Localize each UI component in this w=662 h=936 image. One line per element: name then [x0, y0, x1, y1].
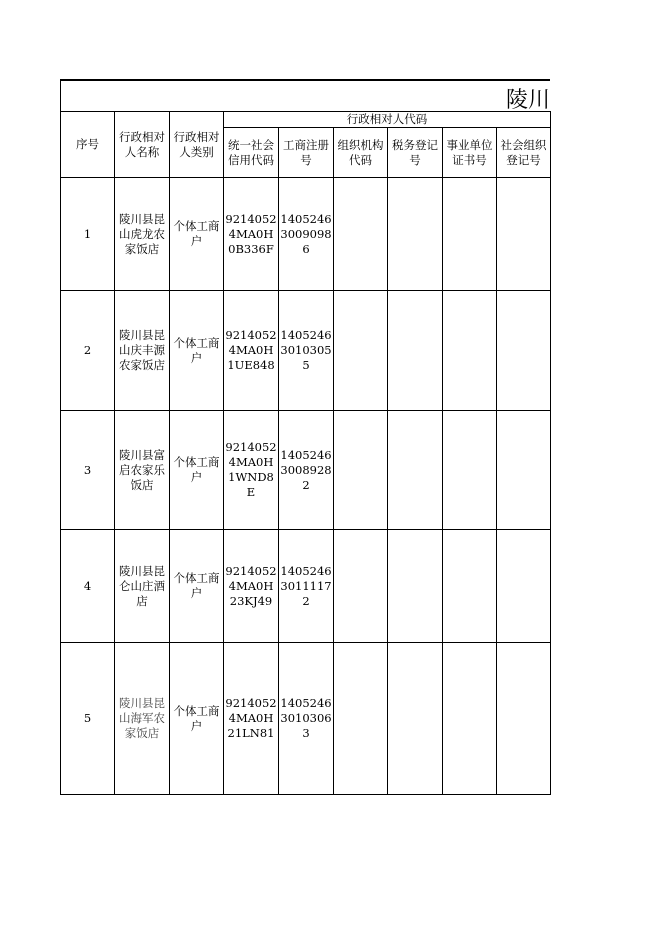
- table-row: [61, 530, 551, 643]
- cell-category: 个体工商户: [170, 291, 224, 411]
- cell-tax-reg: [388, 291, 443, 411]
- cell-seq: 5: [61, 643, 115, 795]
- cell-seq: 1: [61, 178, 115, 291]
- cell-tax-reg: [388, 178, 443, 291]
- cell-seq: 3: [61, 411, 115, 530]
- cell-credit-code: 92140524MA0H0B336F: [224, 178, 279, 291]
- table-row: [61, 178, 551, 291]
- cell-institution-cert: [443, 530, 497, 643]
- header-credit-code: 统一社会信用代码: [224, 128, 279, 178]
- records-table: [60, 111, 551, 795]
- cell-name: 陵川县昆山虎龙农家饭店: [115, 178, 170, 291]
- cell-category: 个体工商户: [170, 178, 224, 291]
- cell-tax-reg: [388, 411, 443, 530]
- cell-org-code: [334, 178, 388, 291]
- cell-name: 陵川县昆山海军农家饭店: [115, 643, 170, 795]
- title-row: [60, 79, 550, 112]
- cell-social-org-reg: [497, 643, 551, 795]
- cell-social-org-reg: [497, 411, 551, 530]
- cell-social-org-reg: [497, 178, 551, 291]
- table-row: [61, 291, 551, 411]
- cell-credit-code: 92140524MA0H1UE848: [224, 291, 279, 411]
- cell-org-code: [334, 643, 388, 795]
- table-row: [61, 643, 551, 795]
- cell-social-org-reg: [497, 291, 551, 411]
- cell-credit-code: 92140524MA0H21LN81: [224, 643, 279, 795]
- cell-seq: 2: [61, 291, 115, 411]
- header-tax-reg: 税务登记号: [388, 128, 443, 178]
- cell-institution-cert: [443, 178, 497, 291]
- cell-org-code: [334, 530, 388, 643]
- cell-institution-cert: [443, 291, 497, 411]
- cell-business-reg: 140524630103055: [279, 291, 334, 411]
- cell-name: 陵川县富启农家乐饭店: [115, 411, 170, 530]
- cell-category: 个体工商户: [170, 643, 224, 795]
- cell-business-reg: 140524630103063: [279, 643, 334, 795]
- header-category: 行政相对人类别: [170, 112, 224, 178]
- cell-business-reg: 140524630111172: [279, 530, 334, 643]
- cell-tax-reg: [388, 643, 443, 795]
- header-org-code: 组织机构代码: [334, 128, 388, 178]
- header-name: 行政相对人名称: [115, 112, 170, 178]
- sheet-title: 陵川: [505, 88, 550, 112]
- cell-business-reg: 140524630089282: [279, 411, 334, 530]
- cell-institution-cert: [443, 411, 497, 530]
- cell-org-code: [334, 291, 388, 411]
- header-code-group: 行政相对人代码: [224, 112, 551, 128]
- header-row-group: [61, 112, 551, 128]
- cell-name: 陵川县昆山庆丰源农家饭店: [115, 291, 170, 411]
- cell-tax-reg: [388, 530, 443, 643]
- cell-name: 陵川县昆仑山庄酒店: [115, 530, 170, 643]
- table-row: [61, 411, 551, 530]
- cell-social-org-reg: [497, 530, 551, 643]
- cell-seq: 4: [61, 530, 115, 643]
- header-business-reg: 工商注册号: [279, 128, 334, 178]
- cell-credit-code: 92140524MA0H23KJ49: [224, 530, 279, 643]
- cell-category: 个体工商户: [170, 411, 224, 530]
- cell-business-reg: 140524630090986: [279, 178, 334, 291]
- cell-category: 个体工商户: [170, 530, 224, 643]
- cell-org-code: [334, 411, 388, 530]
- header-social-org-reg: 社会组织登记号: [497, 128, 551, 178]
- cell-credit-code: 92140524MA0H1WND8E: [224, 411, 279, 530]
- cell-institution-cert: [443, 643, 497, 795]
- header-institution-cert: 事业单位证书号: [443, 128, 497, 178]
- header-seq: 序号: [61, 112, 115, 178]
